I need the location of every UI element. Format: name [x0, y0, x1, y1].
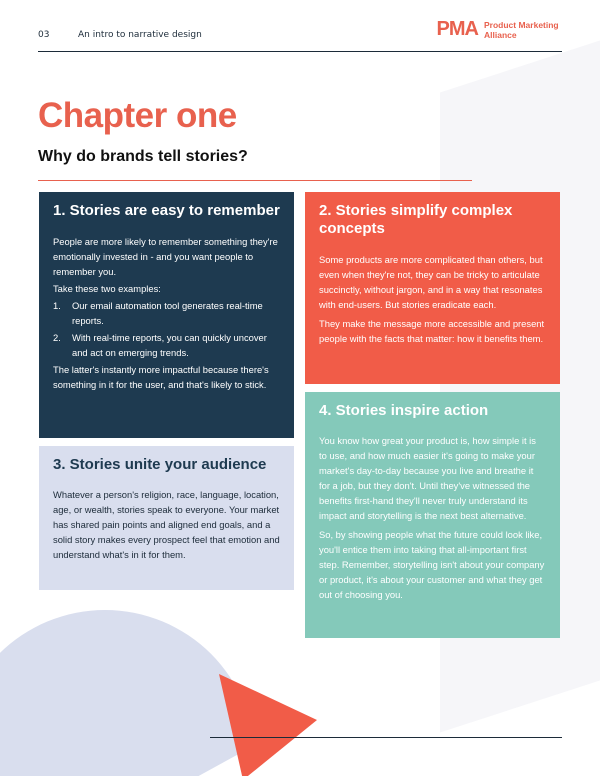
examples-list [53, 298, 280, 360]
card-simplify-concepts [305, 192, 560, 384]
page-header [38, 18, 562, 52]
card-conclusion: The latter's instantly more impactful because there's something in it for the user, and that's likely to stick. [53, 364, 269, 390]
section-subtitle: Why do brands tell stories? [38, 148, 248, 165]
list-item [53, 298, 280, 328]
pma-logo-icon: PMA [436, 18, 478, 40]
card-paragraph: Some products are more complicated than others, but even when they're not, they can be tricky to articulate succinctly, without jargon, and in a way that resonates with end-users. But stories eradicate each. [319, 254, 543, 310]
footer-divider [210, 737, 562, 738]
card-title: 1. Stories are easy to remember [53, 202, 280, 219]
document-title: An intro to narrative design [78, 30, 202, 40]
card-paragraph: So, by showing people what the future could look like, you'll entice them into taking that all-important first step. Remember, storytelling isn't about your company or product, it's about your customer and what they get out of choosing you. [319, 529, 545, 600]
list-item-text: With real-time reports, you can quickly uncover and act on emerging trends. [72, 332, 267, 358]
card-title: 3. Stories unite your audience [53, 456, 267, 473]
list-item-text: Our email automation tool generates real-time reports. [72, 300, 263, 326]
card-title: 4. Stories inspire action [319, 402, 489, 419]
background-coral-triangle [205, 672, 325, 776]
card-intro: People are more likely to remember something they're emotionally invested in - and you want people to remember you. [53, 236, 278, 277]
list-item-number: 1. [53, 300, 61, 311]
examples-lead: Take these two examples: [53, 283, 161, 294]
card-paragraph: Whatever a person's religion, race, language, location, age, or wealth, stories speak to everyone. Your market has shared pain points and aligned end goals, and a solid story makes every prospect feel that emotion and understand what's in it for them. [53, 489, 280, 560]
list-item-number: 2. [53, 332, 61, 343]
list-item [53, 330, 280, 360]
brand-logo [437, 18, 562, 41]
card-inspire-action [305, 392, 560, 638]
card-easy-to-remember [39, 192, 294, 438]
card-title: 2. Stories simplify complex concepts [319, 202, 513, 237]
brand-name: Product Marketing Alliance [484, 19, 559, 40]
card-paragraph: You know how great your product is, how simple it is to use, and how much easier it's going to make your market's day-to-day because you live and breathe it for a job, but they don't. Until they've witnessed the benefits first-hand they'll never truly understand its impact and storytelling is the next best alternative. [319, 435, 536, 521]
chapter-title: Chapter one [38, 96, 237, 135]
card-unite-audience [39, 446, 294, 590]
page-number: 03 [38, 30, 50, 40]
subtitle-divider [38, 180, 472, 181]
card-paragraph: They make the message more accessible and present people with the facts that matter: how it benefits them. [319, 318, 545, 344]
